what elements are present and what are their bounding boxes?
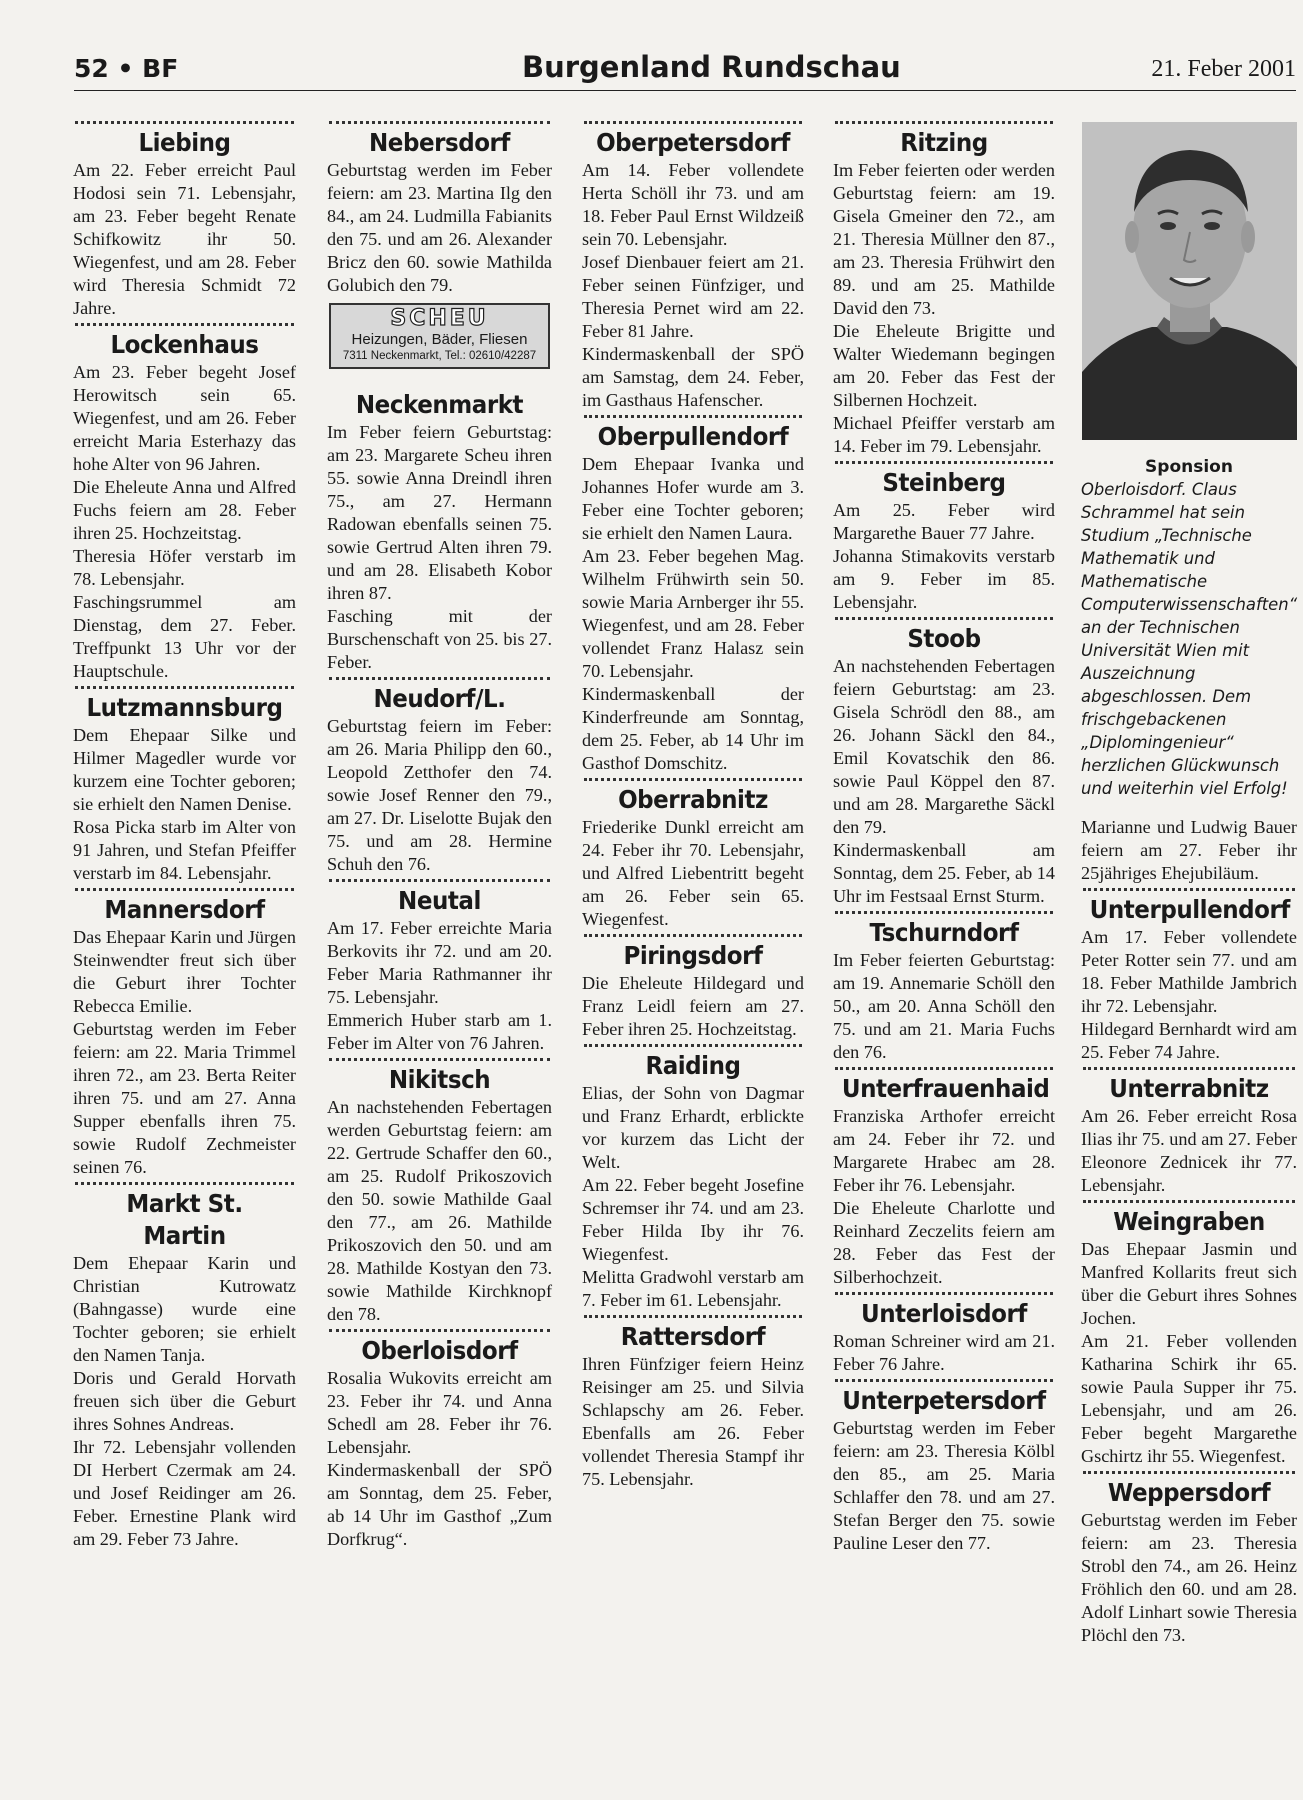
advertisement-scheu [329,303,550,369]
section-nebersdorf [327,127,552,297]
section-neutal [327,885,552,1055]
dotted-divider [584,778,802,781]
dotted-divider [584,415,802,418]
dotted-divider [75,323,294,326]
section-text: Am 23. Feber begeht Josef Herowitsch sein 65. Wiegenfest, und am 26. Feber erreicht Maria Esterhazy das hohe Alter von 96 Jahren. Die Eheleute Anna und Alfred Fuchs feiern am 28. Feber ihren 25. Hochzeitstag. Theresia Höfer verstarb im 78. Lebensjahr. Faschingsrummel am Dienstag, dem 27. Feber. Treffpunkt 13 Uhr vor der Hauptschule. [73,362,296,681]
section-text: Am 22. Feber erreicht Paul Hodosi sein 71. Lebensjahr, am 23. Feber begeht Renate Schifkowitz ihr 50. Wiegenfest, und am 28. Feber wird Theresia Schmidt 72 Jahre. [73,160,296,318]
dotted-divider [584,934,802,937]
section-title: Unterfrauenhaid [841,1074,1050,1103]
column-2 [327,118,552,1551]
dotted-divider [329,1058,550,1061]
section-title: Tschurndorf [869,918,1019,947]
section-weingraben [1081,1206,1297,1468]
section-text: Im Feber feierten oder werden Geburtstag feiern: am 19. Gisela Gmeiner den 72., am 21. Theresia Müllner den 87., am 23. Theresia Frühwirt den 89. und am 25. Mathilde David den 73. Die Eheleute Brigitte und Walter Wiedemann begingen am 20. Feber das Fest der Silbernen Hochzeit. Michael Pfeiffer verstarb am 14. Feber im 79. Lebensjahr. [833,160,1055,456]
section-lutzmannsburg [73,692,296,885]
section-title: Unterloisdorf [861,1299,1027,1328]
section-text: Franziska Arthofer erreicht am 24. Feber ihr 72. und Margarete Hrabec am 28. Feber ihr 76. Lebensjahr. Die Eheleute Charlotte und Reinhard Zeczelits feiern am 28. Feber das Fest der Silberhochzeit. [833,1106,1055,1287]
dotted-divider [75,121,294,124]
section-text: Geburtstag werden im Feber feiern: am 23. Theresia Kölbl den 85., am 25. Maria Schlaffer den 78. und am 27. Stefan Berger den 75. sowie Pauline Leser den 77. [833,1418,1055,1553]
section-title: Weppersdorf [1107,1478,1271,1507]
section-title: Nikitsch [388,1065,491,1094]
section-text: Das Ehepaar Jasmin und Manfred Kollarits freut sich über die Geburt ihres Sohnes Jochen. Am 21. Feber vollenden Katharina Schirk ihr 65. sowie Paula Supper ihr 75. Lebensjahr, und am 26. Feber begeht Margarethe Gschirtz ihr 55. Wiegenfest. [1081,1239,1297,1466]
page-label: 52 • BF [74,54,179,83]
section-liebing [73,127,296,320]
section-text: Rosalia Wukovits erreicht am 23. Feber ihr 74. und Anna Schedl am 28. Feber ihr 76. Lebensjahr. Kindermaskenball der SPÖ am Sonntag, dem 25. Feber, ab 14 Uhr im Gasthof „Zum Dorfkrug“. [327,1368,552,1549]
section-steinberg [833,467,1055,614]
section-title: Markt St. Martin [126,1189,243,1250]
column-1 [73,118,296,1551]
section-text: Am 14. Feber vollendete Herta Schöll ihr 73. und am 18. Feber Paul Ernst Wildzeiß sein 70. Lebensjahr. Josef Dienbauer feiert am 21. Feber seinen Fünfziger, und Theresia Pernet wird am 22. Feber 81 Jahre. Kindermaskenball der SPÖ am Samstag, dem 24. Feber, im Gasthaus Hafenscher. [582,160,804,410]
dotted-divider [329,1329,550,1332]
dotted-divider [835,1292,1053,1295]
section-unterrabnitz [1081,1073,1297,1197]
section-title: Oberpetersdorf [596,128,790,157]
section-mannersdorf [73,894,296,1179]
section-title: Piringsdorf [623,941,763,970]
section-text: Marianne und Ludwig Bauer feiern am 27. Feber ihr 25jähriges Ehejubiläum. [1081,817,1297,883]
section-tschurndorf [833,917,1055,1064]
section-title: Lockenhaus [110,330,259,359]
dotted-divider [835,617,1053,620]
section-stoob [833,623,1055,908]
dotted-divider [835,1379,1053,1382]
dotted-divider [584,121,802,124]
section-title: Raiding [645,1051,741,1080]
portrait-image [1082,122,1297,440]
section-text: Dem Ehepaar Silke und Hilmer Magedler wurde vor kurzem eine Tochter geboren; sie erhielt den Namen Denise. Rosa Picka starb im Alter von 91 Jahren, und Stefan Pfeiffer verstarb im 84. Lebensjahr. [73,725,296,883]
section-title: Liebing [138,128,231,157]
section-raiding [582,1050,804,1312]
section-oberpullendorf [582,421,804,775]
publication-title: Burgenland Rundschau [522,50,901,84]
section-unterpullendorf [1081,894,1297,1064]
issue-date: 21. Feber 2001 [1151,56,1296,82]
section-text: Ihren Fünfziger feiern Heinz Reisinger am 25. und Silvia Schlapschy am 26. Feber. Ebenfalls am 26. Feber vollendet Theresia Stampf ihr 75. Lebensjahr. [582,1354,804,1489]
dotted-divider [1083,888,1295,891]
section-text: An nachstehenden Febertagen werden Geburtstag feiern: am 22. Gertrude Schaffer den 60., am 25. Rudolf Prikoszovich den 50. sowie Mathilde Gaal den 77., am 26. Mathilde Prikoszovich den 50. und am 28. Mathilde Kostyan den 73. sowie Mathilde Kirchknopf den 78. [327,1097,552,1324]
section-text: Am 26. Feber erreicht Rosa Ilias ihr 75. und am 27. Feber Eleonore Zednicek ihr 77. Lebensjahr. [1081,1106,1297,1195]
section-title: Weingraben [1113,1207,1265,1236]
section-text: Roman Schreiner wird am 21. Feber 76 Jahre. [833,1331,1055,1374]
section-title: Stoob [907,624,981,653]
column-4 [833,118,1055,1555]
section-text: Friederike Dunkl erreicht am 24. Feber ihr 70. Lebensjahr, und Alfred Liebentritt begeht am 26. Feber sein 65. Wiegenfest. [582,817,804,929]
section-text: Dem Ehepaar Karin und Christian Kutrowatz (Bahngasse) wurde eine Tochter geboren; sie erhielt den Namen Tanja. Doris und Gerald Horvath freuen sich über die Geburt ihres Sohnes Andreas. Ihr 72. Lebensjahr vollenden DI Herbert Czermak am 24. und Josef Reidinger am 26. Feber. Ernestine Plank wird am 29. Feber 73 Jahre. [73,1253,296,1549]
section-markt-st-martin [73,1188,296,1551]
ad-logo: SCHEU [390,306,489,331]
section-title: Oberrabnitz [618,785,768,814]
section-title: Unterpetersdorf [842,1386,1046,1415]
dotted-divider [329,879,550,882]
section-text: Elias, der Sohn von Dagmar und Franz Erhardt, erblickte vor kurzem das Licht der Welt. Am 22. Feber begeht Josefine Schremser ihr 74. und am 23. Feber Hilda Iby ihr 76. Wiegenfest. Melitta Gradwohl verstarb am 7. Feber im 61. Lebensjahr. [582,1083,804,1310]
section-text: Im Feber feiern Geburtstag: am 23. Margarete Scheu ihren 55. sowie Anna Dreindl ihren 75., am 27. Hermann Radowan ebenfalls seinen 75. sowie Gertrud Alten ihren 79. und am 28. Elisabeth Kobor ihren 87. Fasching mit der Burschenschaft von 25. bis 27. Feber. [327,422,552,672]
section-text: Dem Ehepaar Ivanka und Johannes Hofer wurde am 3. Feber eine Tochter geboren; sie erhielt den Namen Laura. Am 23. Feber begehen Mag. Wilhelm Frühwirth sein 50. sowie Maria Arnberger ihr 55. Wiegenfest, und am 28. Feber vollendet Franz Halasz sein 70. Lebensjahr. Kindermaskenball der Kinderfreunde am Sonntag, dem 25. Feber, ab 14 Uhr im Gasthof Domschitz. [582,454,804,773]
ad-subtitle: Heizungen, Bäder, Fliesen [351,331,528,348]
section-title: Unterpullendorf [1089,895,1290,924]
dotted-divider [75,686,294,689]
column-3 [582,118,804,1491]
section-oberloisdorf [327,1335,552,1551]
section-title: Ritzing [900,128,988,157]
section-title: Oberpullendorf [597,422,789,451]
dotted-divider [1083,1471,1295,1474]
section-title: Neckenmarkt [355,390,524,419]
section-bauer-jubilee [1081,816,1297,885]
section-text: Das Ehepaar Karin und Jürgen Steinwendter freut sich über die Geburt ihrer Tochter Rebecca Emilie. Geburtstag werden im Feber feiern: am 22. Maria Trimmel ihren 72., am 23. Berta Reiter ihren 75. und am 27. Anna Supper ebenfalls ihren 75. sowie Rudolf Zechmeister seinen 76. [73,927,296,1177]
dotted-divider [584,1315,802,1318]
photo-caption [1081,456,1297,800]
section-title: Unterrabnitz [1109,1074,1269,1103]
section-neckenmarkt [327,389,552,674]
portrait-photo [1082,122,1297,440]
section-unterpetersdorf [833,1385,1055,1555]
page-header [74,48,1296,91]
section-text: Die Eheleute Hildegard und Franz Leidl feiern am 27. Feber ihren 25. Hochzeitstag. [582,973,804,1039]
dotted-divider [1083,1067,1295,1070]
section-title: Nebersdorf [369,128,510,157]
section-text: Geburtstag feiern im Feber: am 26. Maria Philipp den 60., Leopold Zetthofer den 74. sowie Josef Renner den 79., am 27. Dr. Liselotte Bujak den 75. und am 28. Hermine Schuh den 76. [327,716,552,874]
dotted-divider [329,121,550,124]
section-text: An nachstehenden Febertagen feiern Geburtstag: am 23. Gisela Schrödl den 88., am 26. Johann Säckl den 84., Emil Kovatschik den 86. sowie Paul Köppel den 87. und am 28. Margarethe Säckl den 79. Kindermaskenball am Sonntag, dem 25. Feber, ab 14 Uhr im Festsaal Ernst Sturm. [833,656,1055,906]
dotted-divider [329,677,550,680]
dotted-divider [835,461,1053,464]
section-text: Im Feber feierten Geburtstag: am 19. Annemarie Schöll den 50., am 20. Anna Schöll den 75. und am 21. Maria Fuchs den 76. [833,950,1055,1062]
caption-title: Sponsion [1145,457,1233,477]
section-neudorf-l [327,683,552,876]
section-weppersdorf [1081,1477,1297,1647]
section-title: Mannersdorf [104,895,265,924]
section-unterfrauenhaid [833,1073,1055,1289]
section-title: Oberloisdorf [361,1336,518,1365]
section-title: Neudorf/L. [373,684,506,713]
section-text: Geburtstag werden im Feber feiern: am 23. Theresia Strobl den 74., am 26. Heinz Fröhlich den 60. und am 28. Adolf Linhart sowie Theresia Plöchl den 73. [1081,1510,1297,1645]
section-oberpetersdorf [582,127,804,412]
dotted-divider [835,911,1053,914]
section-oberrabnitz [582,784,804,931]
dotted-divider [75,1182,294,1185]
dotted-divider [835,1067,1053,1070]
section-text: Am 17. Feber vollendete Peter Rotter sein 77. und am 18. Feber Mathilde Jambrich ihr 72. Lebensjahr. Hildegard Bernhardt wird am 25. Feber 74 Jahre. [1081,927,1297,1062]
section-lockenhaus [73,329,296,683]
dotted-divider [75,888,294,891]
section-unterloisdorf [833,1298,1055,1376]
dotted-divider [835,121,1053,124]
section-piringsdorf [582,940,804,1041]
dotted-divider [584,1044,802,1047]
column-5 [1081,118,1297,1647]
section-title: Neutal [398,886,481,915]
section-text: Geburtstag werden im Feber feiern: am 23. Martina Ilg den 84., am 24. Ludmilla Fabianits den 75. und am 26. Alexander Bricz den 60. sowie Mathilda Golubich den 79. [327,160,552,295]
section-nikitsch [327,1064,552,1326]
section-text: Am 25. Feber wird Margarethe Bauer 77 Jahre. Johanna Stimakovits verstarb am 9. Feber im 85. Lebensjahr. [833,500,1055,612]
caption-text: Oberloisdorf. Claus Schrammel hat sein Studium „Technische Mathematik und Mathematische Computerwissenschaften“ an der Technischen Universität Wien mit Auszeichnung abgeschlossen. Dem frischgebackenen „Diplomingenieur“ herzlichen Glückwunsch und weiterhin viel Erfolg! [1081,480,1298,798]
section-text: Am 17. Feber erreichte Maria Berkovits ihr 72. und am 20. Feber Maria Rathmanner ihr 75. Lebensjahr. Emmerich Huber starb am 1. Feber im Alter von 76 Jahren. [327,918,552,1053]
section-title: Lutzmannsburg [86,693,283,722]
dotted-divider [1083,1200,1295,1203]
section-title: Rattersdorf [620,1322,766,1351]
section-ritzing [833,127,1055,458]
ad-address: 7311 Neckenmarkt, Tel.: 02610/42287 [342,350,537,362]
section-rattersdorf [582,1321,804,1491]
section-title: Steinberg [882,468,1006,497]
